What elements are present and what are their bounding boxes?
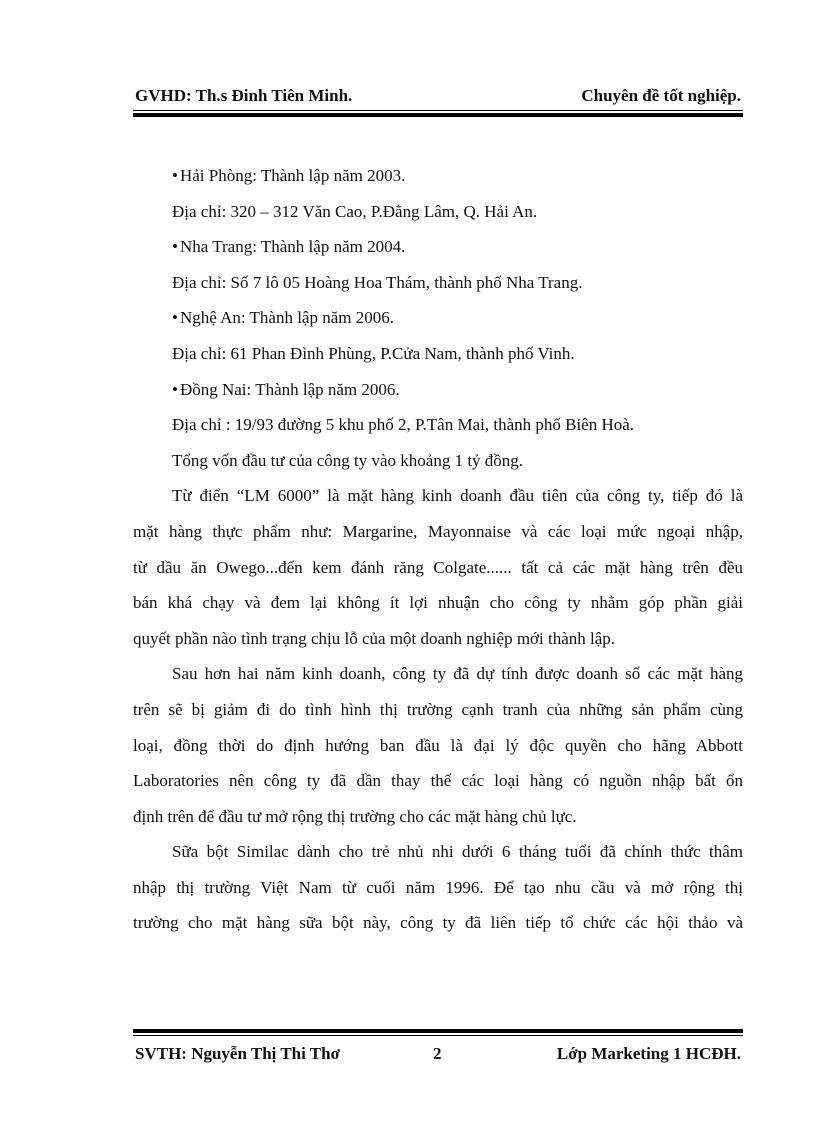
paragraph-line: quyết phần nào tình trạng chịu lỗ của một doanh nghiệp mới thành lập. bbox=[133, 628, 616, 648]
paragraph-line: trên sẽ bị giảm đi do tình hình thị trường cạnh tranh của những sản phẩm cùng bbox=[133, 699, 743, 719]
page-footer bbox=[133, 1044, 743, 1068]
paragraph-line: loại, đồng thời do định hướng ban đầu là đại lý độc quyền cho hãng Abbott bbox=[133, 735, 743, 755]
branch-line: • Nghệ An: Thành lập năm 2006. bbox=[172, 308, 394, 328]
paragraph-line: nhập thị trường Việt Nam từ cuối năm 1996. Để tạo nhu cầu và mở rộng thị bbox=[133, 877, 743, 897]
address-line: Địa chỉ: 320 – 312 Văn Cao, P.Đằng Lâm, Q. Hải An. bbox=[172, 201, 538, 221]
page-header bbox=[133, 84, 743, 108]
footer-rule-thin bbox=[133, 1035, 743, 1036]
address-line: Địa chỉ : 19/93 đường 5 khu phố 2, P.Tân Mai, thành phố Biên Hoà. bbox=[172, 415, 635, 435]
paragraph-line: mặt hàng thực phẩm như: Margarine, Mayonnaise và các loại mức ngoại nhập, bbox=[133, 521, 743, 541]
paragraph-line: bán khá chạy và đem lại không ít lợi nhuận cho công ty nhằm góp phần giải bbox=[133, 593, 743, 613]
paragraph-line: Sau hơn hai năm kinh doanh, công ty đã dự tính được doanh số các mặt hàng bbox=[172, 664, 743, 684]
bullet-icon: • bbox=[172, 379, 178, 399]
branch-line: • Hải Phòng: Thành lập năm 2003. bbox=[172, 166, 406, 185]
paragraph-line: Sữa bột Similac dành cho trẻ nhủ nhi dưới 6 tháng tuổi đã chính thức thâm bbox=[172, 842, 743, 862]
branch-line: • Đồng Nai: Thành lập năm 2006. bbox=[172, 379, 400, 399]
footer-author: SVTH: Nguyễn Thị Thi Thơ bbox=[135, 1044, 341, 1063]
footer-class: Lớp Marketing 1 HCĐH. bbox=[556, 1044, 741, 1063]
paragraph-line: từ dầu ăn Owego...đến kem đánh răng Colgate...... tất cả các mặt hàng trên đều bbox=[133, 557, 743, 577]
footer-rule-thick bbox=[133, 1029, 743, 1033]
header-rule-thin bbox=[133, 110, 743, 111]
bullet-icon: • bbox=[172, 237, 178, 257]
page-body bbox=[133, 158, 743, 941]
address-line: Địa chỉ: 61 Phan Đình Phùng, P.Cửa Nam, thành phố Vinh. bbox=[172, 343, 575, 363]
header-document-type: Chuyên đề tốt nghiệp. bbox=[581, 86, 741, 105]
address-line: Địa chỉ: Số 7 lô 05 Hoàng Hoa Thám, thành phố Nha Trang. bbox=[172, 272, 583, 292]
page-number: 2 bbox=[433, 1044, 442, 1063]
bullet-icon: • bbox=[172, 166, 178, 185]
paragraph-line: trường cho mặt hàng sữa bột này, công ty đã liên tiếp tổ chức các hội thảo và bbox=[133, 913, 743, 933]
paragraph-line: Tổng vốn đầu tư của công ty vào khoảng 1 tỷ đồng. bbox=[172, 450, 524, 470]
paragraph-line: Từ điển “LM 6000” là mặt hàng kinh doanh đầu tiên của công ty, tiếp đó là bbox=[172, 486, 743, 506]
paragraph-line: Laboratories nên công ty đã dần thay thế các loại hàng có nguồn nhập bất ổn bbox=[133, 771, 743, 791]
paragraph-line: định trên để đầu tư mở rộng thị trường cho các mặt hàng chủ lực. bbox=[133, 806, 577, 826]
bullet-icon: • bbox=[172, 308, 178, 328]
header-advisor: GVHD: Th.s Đinh Tiên Minh. bbox=[135, 86, 353, 105]
header-rule-thick bbox=[133, 113, 743, 117]
branch-line: • Nha Trang: Thành lập năm 2004. bbox=[172, 237, 406, 257]
